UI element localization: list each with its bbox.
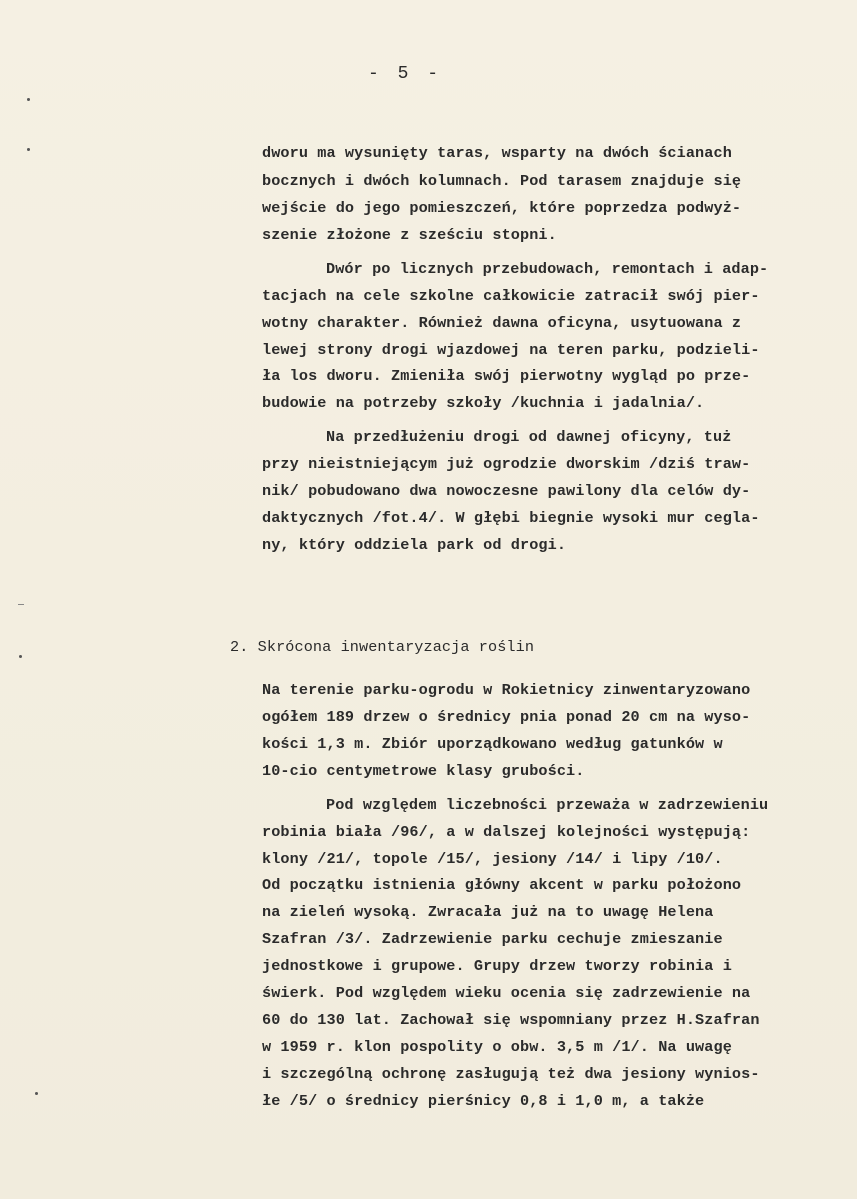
text-line: ła los dworu. Zmieniła swój pierwotny wygląd po prze- bbox=[262, 367, 751, 385]
text-line: tacjach na cele szkolne całkowicie zatracił swój pier- bbox=[262, 287, 760, 305]
text-line: szenie złożone z sześciu stopni. bbox=[262, 226, 557, 244]
text-line: kości 1,3 m. Zbiór uporządkowano według gatunków w bbox=[262, 735, 723, 753]
scan-speck bbox=[35, 1092, 38, 1095]
scan-speck bbox=[18, 604, 24, 605]
text-line: robinia biała /96/, a w dalszej kolejności występują: bbox=[262, 823, 751, 841]
text-line: nik/ pobudowano dwa nowoczesne pawilony dla celów dy- bbox=[262, 482, 751, 500]
text-line: bocznych i dwóch kolumnach. Pod tarasem znajduje się bbox=[262, 172, 742, 190]
text-line: 10-cio centymetrowe klasy grubości. bbox=[262, 762, 585, 780]
text-line: dworu ma wysunięty taras, wsparty na dwóch ścianach bbox=[262, 144, 732, 162]
scan-speck bbox=[27, 148, 30, 151]
text-line: lewej strony drogi wjazdowej na teren parku, podzieli- bbox=[262, 341, 760, 359]
section-heading: 2. Skrócona inwentaryzacja roślin bbox=[230, 638, 535, 656]
text-line: łe /5/ o średnicy pierśnicy 0,8 i 1,0 m, a także bbox=[262, 1092, 705, 1110]
text-line: ogółem 189 drzew o średnicy pnia ponad 20 cm na wyso- bbox=[262, 708, 751, 726]
text-line: ny, który oddziela park od drogi. bbox=[262, 536, 567, 554]
text-line: świerk. Pod względem wieku ocenia się zadrzewienie na bbox=[262, 984, 751, 1002]
text-line: Dwór po licznych przebudowach, remontach i adap- bbox=[326, 260, 769, 278]
text-line: daktycznych /fot.4/. W głębi biegnie wysoki mur cegla- bbox=[262, 509, 760, 527]
text-line: na zieleń wysoką. Zwracała już na to uwagę Helena bbox=[262, 903, 714, 921]
text-line: przy nieistniejącym już ogrodzie dworskim /dziś traw- bbox=[262, 455, 751, 473]
text-line: Na terenie parku-ogrodu w Rokietnicy zinwentaryzowano bbox=[262, 681, 751, 699]
text-line: wotny charakter. Również dawna oficyna, usytuowana z bbox=[262, 314, 742, 332]
text-line: klony /21/, topole /15/, jesiony /14/ i lipy /10/. bbox=[262, 850, 723, 868]
page-number: - 5 - bbox=[367, 64, 442, 84]
text-line: Szafran /3/. Zadrzewienie parku cechuje zmieszanie bbox=[262, 930, 723, 948]
text-line: Od początku istnienia główny akcent w parku położono bbox=[262, 876, 742, 894]
text-line: wejście do jego pomieszczeń, które poprzedza podwyż- bbox=[262, 199, 742, 217]
text-line: 60 do 130 lat. Zachował się wspomniany przez H.Szafran bbox=[262, 1011, 760, 1029]
text-line: i szczególną ochronę zasługują też dwa jesiony wynios- bbox=[262, 1065, 760, 1083]
scan-speck bbox=[27, 98, 30, 101]
text-line: Na przedłużeniu drogi od dawnej oficyny, tuż bbox=[326, 428, 732, 446]
text-line: jednostkowe i grupowe. Grupy drzew tworzy robinia i bbox=[262, 957, 732, 975]
text-line: budowie na potrzeby szkoły /kuchnia i jadalnia/. bbox=[262, 394, 705, 412]
scan-speck bbox=[19, 655, 22, 658]
text-line: Pod względem liczebności przeważa w zadrzewieniu bbox=[326, 796, 769, 814]
text-line: w 1959 r. klon pospolity o obw. 3,5 m /1/. Na uwagę bbox=[262, 1038, 732, 1056]
